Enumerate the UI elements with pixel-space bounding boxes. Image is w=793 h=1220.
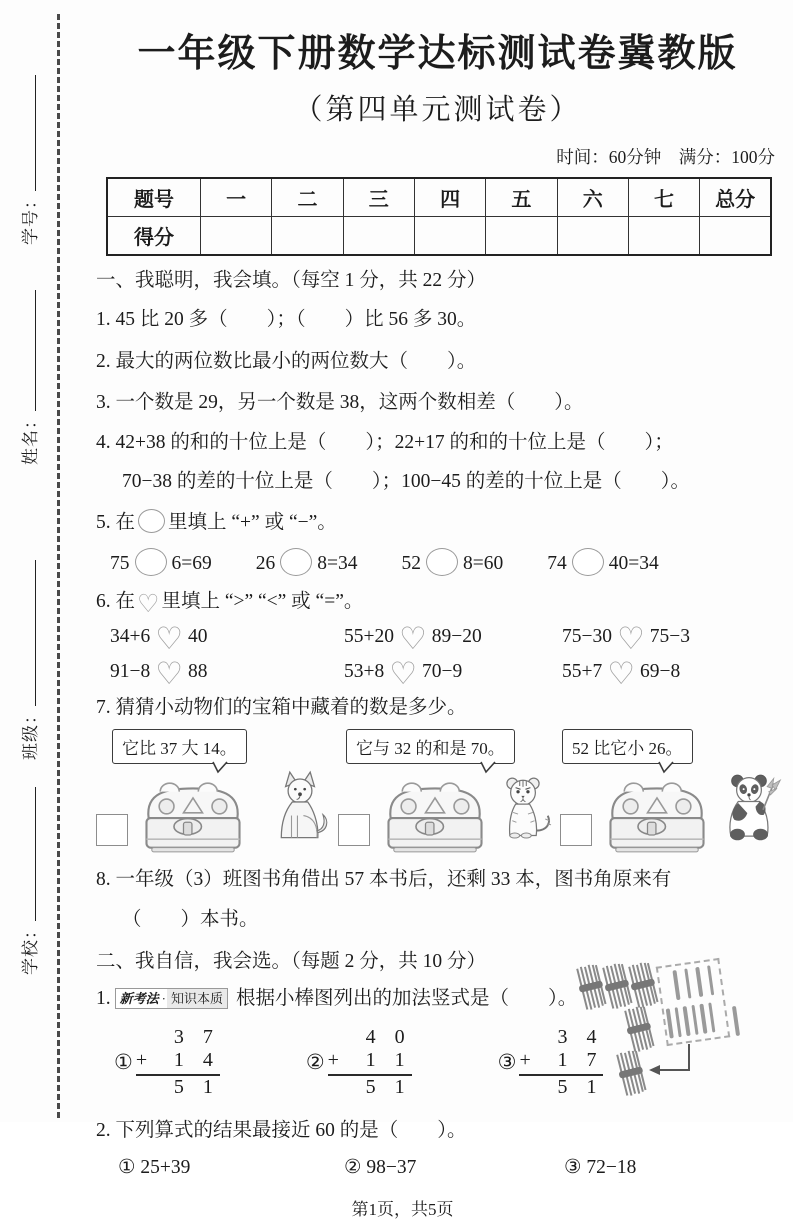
name-label: 姓名： xyxy=(21,411,40,465)
dog-icon xyxy=(266,768,334,852)
treasure-chest-icon xyxy=(376,780,494,854)
panda-icon xyxy=(716,770,782,852)
question-8-line2: （ ）本书。 xyxy=(122,908,259,930)
score-header-cell: 六 xyxy=(557,178,628,217)
option-number: ① xyxy=(114,1050,133,1075)
compare-item: 91−8 ♡ 88 xyxy=(110,656,208,692)
heart-blank-icon: ♡ xyxy=(155,621,184,657)
addition-addend: 1 4 xyxy=(173,1049,220,1072)
answer-box xyxy=(96,814,128,846)
paper-title: 一年级下册数学达标测试卷冀教版 xyxy=(137,33,738,75)
question-8-line1: 8. 一年级（3）班图书角借出 57 本书后，还剩 33 本，图书角原来有 xyxy=(96,869,672,891)
loose-stick-icon xyxy=(683,1006,691,1036)
question-5-items xyxy=(90,548,785,576)
compare-item: 55+20 ♡ 89−20 xyxy=(344,621,482,657)
score-cell-empty xyxy=(557,217,628,256)
score-table-header-row xyxy=(107,178,771,217)
score-cell-empty xyxy=(343,217,414,256)
score-header-cell: 一 xyxy=(201,178,272,217)
loose-stick-icon xyxy=(684,969,692,999)
margin-field-student-id xyxy=(16,75,41,245)
loose-stick-icon xyxy=(731,1006,739,1036)
addition-addend: 1 1 xyxy=(365,1049,412,1072)
school-blank-line xyxy=(35,787,36,921)
score-cell-empty xyxy=(700,217,771,256)
bubble-tail-icon xyxy=(658,762,674,774)
treasure-chest-icon xyxy=(134,780,252,854)
question-6-prefix: 6. 在 xyxy=(96,590,136,612)
compare-item: 75−30 ♡ 75−3 xyxy=(562,621,691,657)
heart-blank-icon: ♡ xyxy=(155,656,184,692)
circle-blank-icon xyxy=(280,548,312,576)
class-blank-line xyxy=(35,560,36,706)
score-header-cell: 五 xyxy=(486,178,557,217)
loose-stick-icon xyxy=(674,1007,682,1037)
q7-group-tiger xyxy=(336,726,558,856)
page-footer: 第1页，共5页 xyxy=(351,1200,454,1220)
heart-blank-icon: ♡ xyxy=(607,656,636,692)
score-header-cell: 二 xyxy=(272,178,343,217)
score-table-score-row xyxy=(107,217,771,256)
question-6-stem xyxy=(90,588,785,618)
question-7-figures xyxy=(90,726,785,856)
score-header-cell: 三 xyxy=(343,178,414,217)
fill-item: 74 40=34 xyxy=(547,548,659,576)
answer-box xyxy=(338,814,370,846)
loose-stick-icon xyxy=(707,965,715,995)
q7-group-panda xyxy=(558,726,784,856)
fill-item: 52 8=60 xyxy=(402,548,504,576)
tiger-icon xyxy=(490,772,556,852)
speech-bubble: 52 比它小 26。 xyxy=(562,729,693,764)
s2-question-2-options xyxy=(90,1155,785,1179)
question-5-prefix: 5. 在 xyxy=(96,512,136,534)
question-number: 1. xyxy=(96,987,111,1009)
loose-stick-icon xyxy=(708,1003,716,1033)
speech-bubble: 它与 32 的和是 70。 xyxy=(346,729,515,764)
compare-item: 34+6 ♡ 40 xyxy=(110,621,208,657)
loose-stick-icon xyxy=(672,970,680,1000)
margin-field-name xyxy=(16,290,41,465)
score-header-cell: 七 xyxy=(628,178,699,217)
score-header-cell: 题号 xyxy=(107,178,201,217)
vertical-addition-2 xyxy=(306,1026,412,1099)
fill-item: 75 6=69 xyxy=(110,548,212,576)
paper-content xyxy=(90,0,785,1220)
regroup-arrow-icon xyxy=(641,1044,699,1078)
question-5-suffix: 里填上 “+” 或 “−”。 xyxy=(168,512,337,534)
loose-stick-icon xyxy=(699,1004,707,1034)
circle-blank-icon xyxy=(135,548,167,576)
badge-new-label: 新考法 xyxy=(119,990,159,1006)
circle-blank-icon xyxy=(572,548,604,576)
score-header-cell: 四 xyxy=(414,178,485,217)
section-two-heading: 二、我自信，我会选。（每题 2 分，共 10 分） xyxy=(96,951,487,973)
school-label: 学校： xyxy=(21,921,40,975)
student-id-blank-line xyxy=(35,75,36,191)
badge-separator: · xyxy=(161,990,166,1006)
question-1: 1. 45 比 20 多（ ）；（ ）比 56 多 30。 xyxy=(96,309,477,331)
circle-blank-icon xyxy=(426,548,458,576)
loose-stick-icon xyxy=(666,1009,674,1039)
loose-stick-icon xyxy=(695,967,703,997)
question-6-suffix: 里填上 “>” “<” 或 “=”。 xyxy=(161,590,364,612)
heart-blank-icon: ♡ xyxy=(137,588,160,618)
section-two-block xyxy=(90,950,785,1101)
bubble-tail-icon xyxy=(480,762,496,774)
addition-top: 3 7 xyxy=(173,1026,220,1049)
question-4-line2: 70−38 的差的十位上是（ ）；100−45 的差的十位上是（ ）。 xyxy=(122,470,690,492)
addition-top: 3 4 xyxy=(557,1026,604,1049)
compare-item: 55+7 ♡ 69−8 xyxy=(562,656,681,692)
treasure-chest-icon xyxy=(598,780,716,854)
badge-tag-label: 知识本质 xyxy=(167,989,227,1009)
q7-group-dog xyxy=(94,726,336,856)
question-4-line1: 4. 42+38 的和的十位上是（ ）；22+17 的和的十位上是（ ）； xyxy=(96,431,674,453)
answer-box xyxy=(560,814,592,846)
loose-stick-icon xyxy=(691,1005,699,1035)
paper-subtitle: （第四单元测试卷） xyxy=(293,94,582,126)
addition-addend: 1 7 xyxy=(557,1049,604,1072)
s2-question-1-text: 根据小棒图列出的加法竖式是（ ）。 xyxy=(236,987,578,1009)
option-number: ② xyxy=(305,1050,325,1075)
score-cell-empty xyxy=(414,217,485,256)
score-cell-empty xyxy=(272,217,343,256)
plus-sign: + xyxy=(519,1049,538,1072)
vertical-addition-1 xyxy=(114,1026,220,1099)
score-cell-empty xyxy=(486,217,557,256)
fill-item: 26 8=34 xyxy=(256,548,358,576)
score-row-label: 得分 xyxy=(107,217,201,256)
score-cell-empty xyxy=(201,217,272,256)
speech-bubble: 它比 37 大 14。 xyxy=(112,729,247,764)
addition-result: 5 1 xyxy=(173,1076,220,1099)
compare-item: 53+8 ♡ 70−9 xyxy=(344,656,463,692)
score-table xyxy=(106,177,772,256)
score-header-cell: 总分 xyxy=(700,178,771,217)
student-id-label: 学号： xyxy=(21,191,40,245)
question-5-stem xyxy=(90,509,785,535)
exam-method-badge xyxy=(115,988,228,1010)
heart-blank-icon: ♡ xyxy=(389,656,418,692)
margin-field-class xyxy=(16,560,41,760)
choice-option: ① 25+39 xyxy=(118,1157,191,1179)
circle-blank-icon xyxy=(138,509,165,533)
question-3: 3. 一个数是 29，另一个数是 38，这两个数相差（ ）。 xyxy=(96,392,584,414)
question-6-items xyxy=(90,621,785,692)
option-number: ③ xyxy=(497,1050,517,1075)
addition-result: 5 1 xyxy=(557,1076,604,1099)
question-2: 2. 最大的两位数比最小的两位数大（ ）。 xyxy=(96,350,477,372)
score-cell-empty xyxy=(628,217,699,256)
margin-field-school xyxy=(16,787,41,975)
choice-option: ② 98−37 xyxy=(344,1157,417,1179)
plus-sign: + xyxy=(327,1049,346,1072)
s2-question-2: 2. 下列算式的结果最接近 60 的是（ ）。 xyxy=(96,1119,467,1141)
plus-sign: + xyxy=(135,1049,155,1072)
name-blank-line xyxy=(35,290,36,411)
heart-blank-icon: ♡ xyxy=(617,621,645,657)
addition-result: 5 1 xyxy=(365,1076,412,1099)
heart-blank-icon: ♡ xyxy=(399,621,427,657)
question-7: 7. 猜猜小动物们的宝箱中藏着的数是多少。 xyxy=(96,697,467,718)
margin-dashed-divider xyxy=(57,14,60,1118)
loose-sticks-dashed-box xyxy=(656,958,731,1046)
section-one-heading: 一、我聪明，我会填。（每空 1 分，共 22 分） xyxy=(96,270,487,291)
choice-option: ③ 72−18 xyxy=(564,1157,637,1179)
counting-sticks-diagram xyxy=(575,954,785,1106)
class-label: 班级： xyxy=(21,706,40,760)
addition-top: 4 0 xyxy=(365,1026,412,1049)
bubble-tail-icon xyxy=(212,762,228,774)
time-score-meta: 时间：60分钟 满分：100分 xyxy=(556,147,775,167)
